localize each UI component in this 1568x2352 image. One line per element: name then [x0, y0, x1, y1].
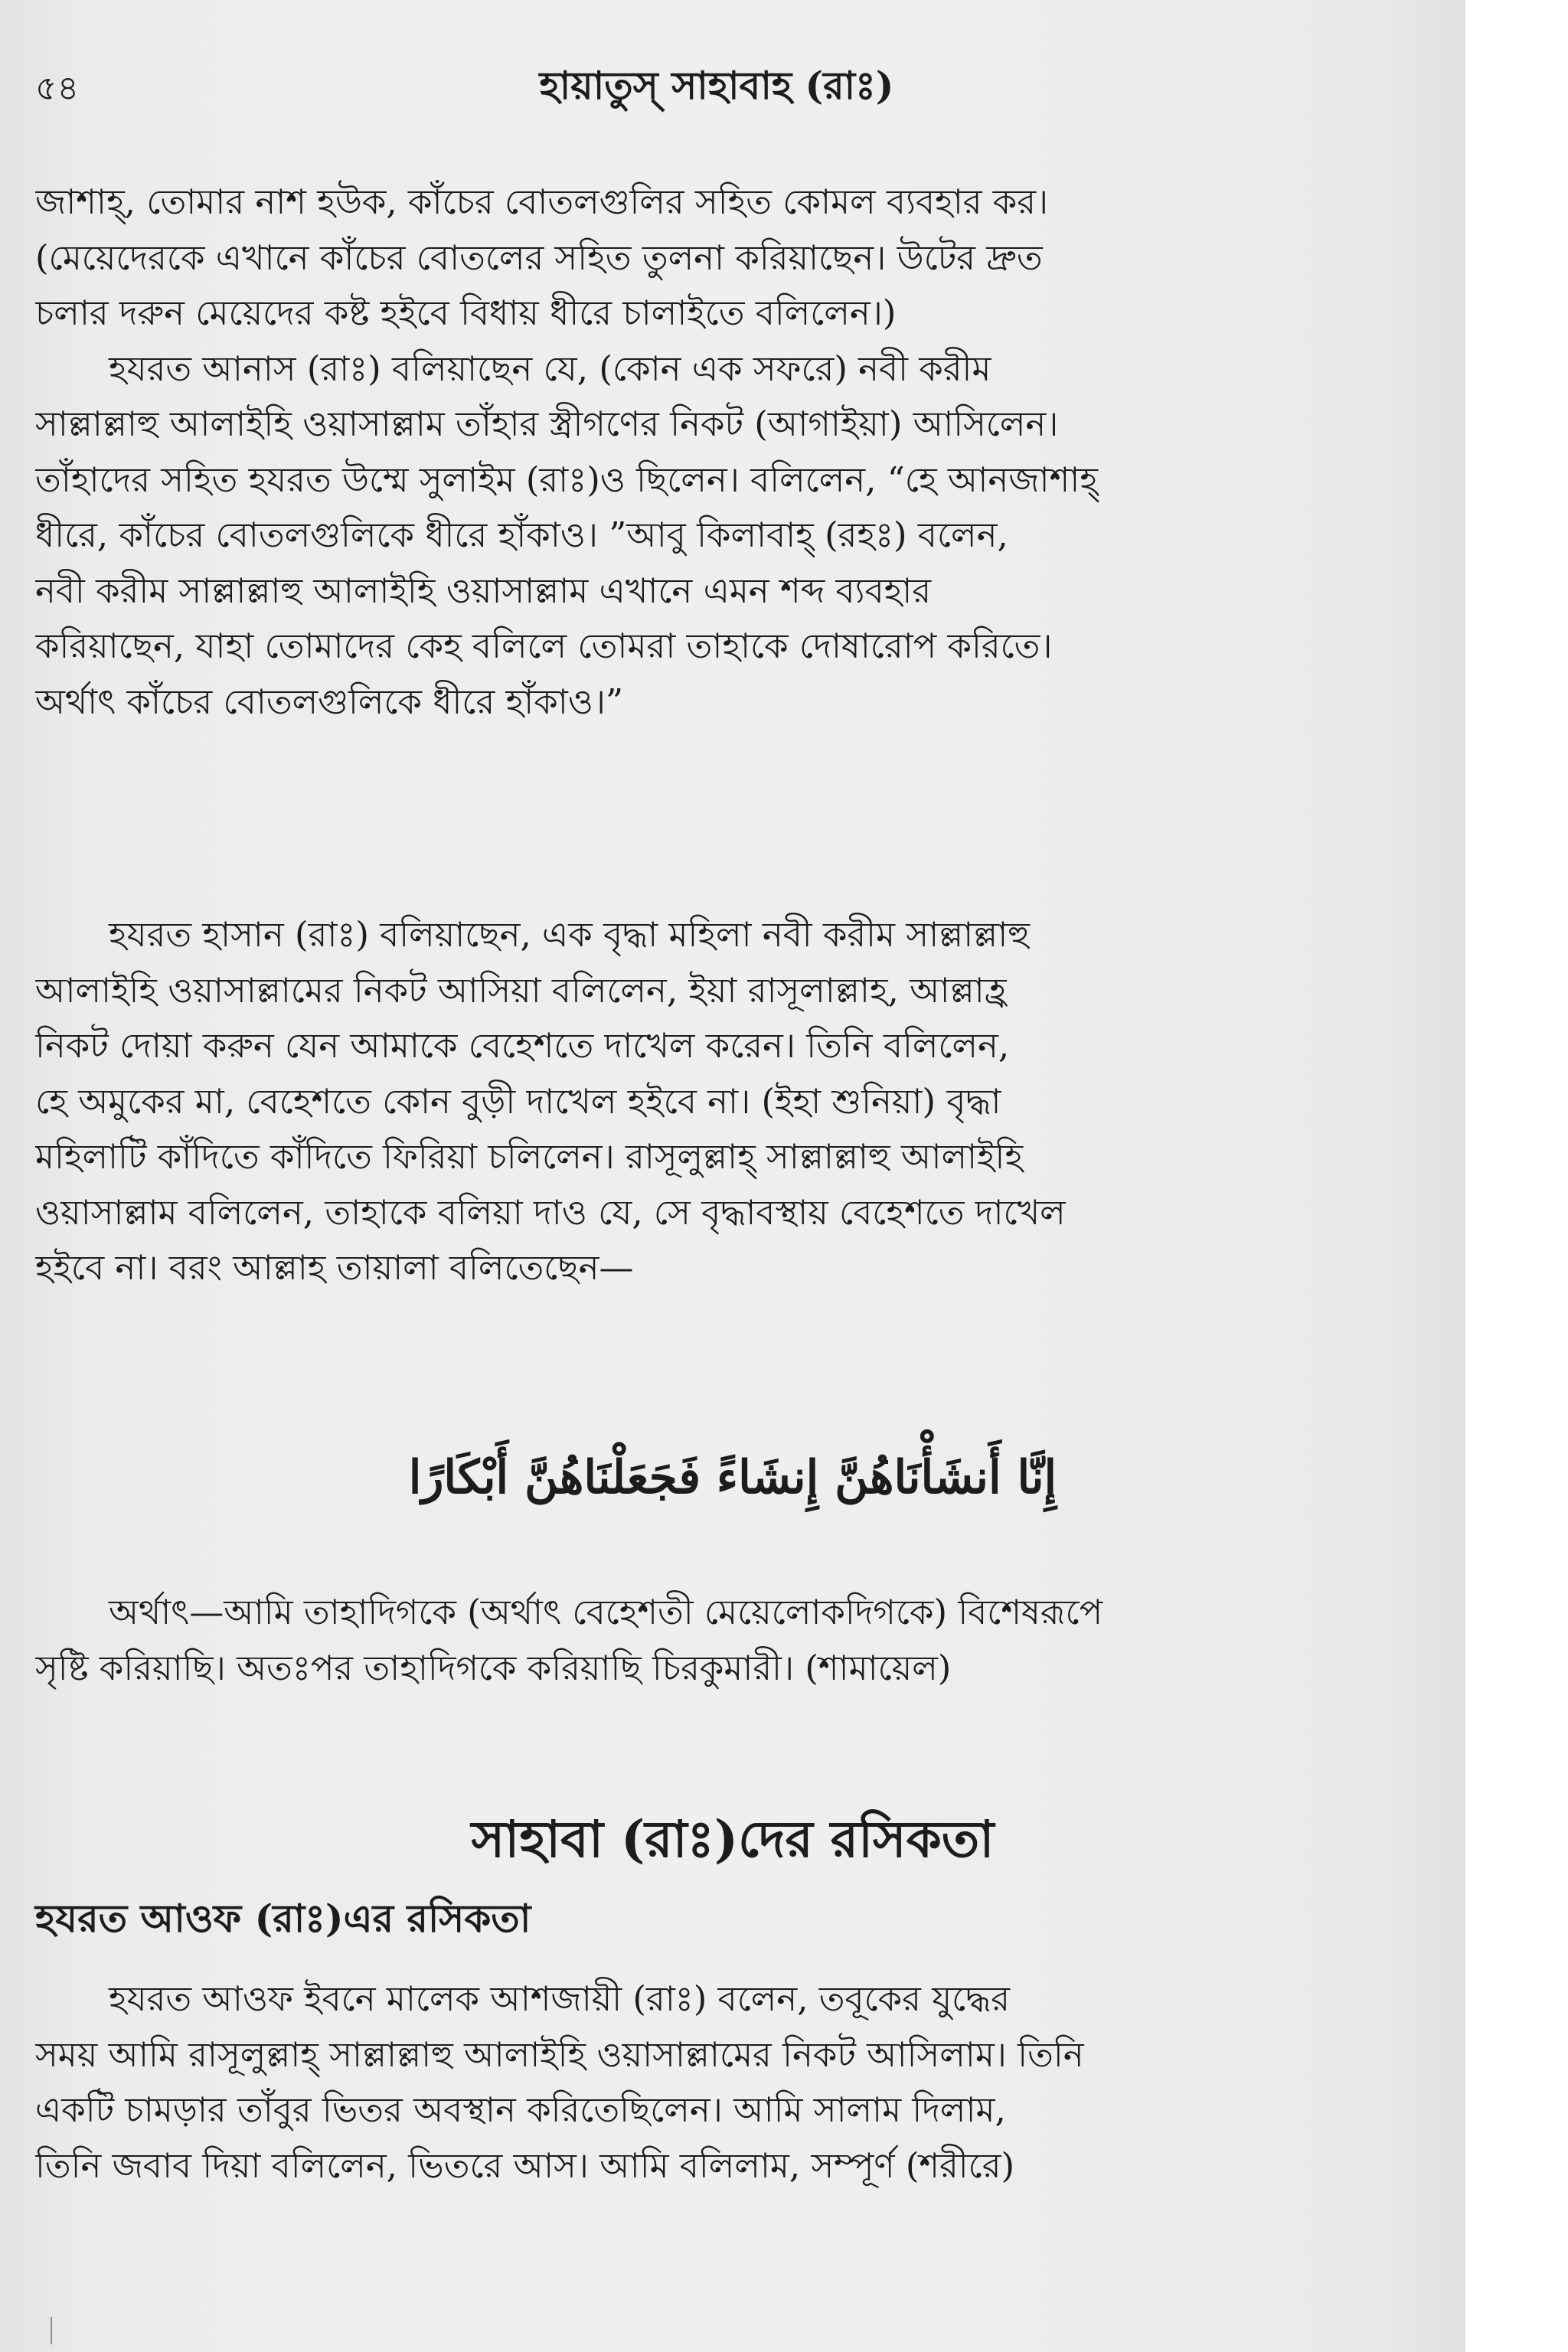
paragraph-group-4 [35, 1971, 1378, 2194]
text-line: করিয়াছেন, যাহা তোমাদের কেহ বলিলে তোমরা তাহাকে দোষারোপ করিতে। [35, 626, 1053, 666]
page-number: ৫৪ [35, 69, 80, 108]
text-line: চলার দরুন মেয়েদের কষ্ট হইবে বিধায় ধীরে চালাইতে বলিলেন।) [35, 292, 897, 333]
text-line: মহিলাটি কাঁদিতে কাঁদিতে ফিরিয়া চলিলেন। রাসূলুল্লাহ্ সাল্লাল্লাহু আলাইহি [35, 1136, 1023, 1177]
page-header [35, 61, 1398, 115]
translation-paragraph [35, 1585, 1378, 1696]
running-title: হায়াতুস্ সাহাবাহ (রাঃ) [539, 63, 894, 108]
text-line: হযরত হাসান (রাঃ) বলিয়াছেন, এক বৃদ্ধা মহিলা নবী করীম সাল্লাল্লাহু [109, 914, 1030, 955]
text-line: হযরত আওফ ইবনে মালেক আশজায়ী (রাঃ) বলেন, তবূকের যুদ্ধের [109, 1978, 1010, 2019]
scan-margin [1465, 0, 1568, 2352]
margin-mark [51, 2317, 52, 2344]
text-line: ধীরে, কাঁচের বোতলগুলিকে ধীরে হাঁকাও। ”আবু কিলাবাহ্ (রহঃ) বলেন, [35, 514, 1008, 555]
section-heading: সাহাবা (রাঃ)দের রসিকতা [471, 1809, 995, 1869]
paragraph-group-2 [35, 907, 1378, 1296]
text-line: সৃষ্টি করিয়াছি। অতঃপর তাহাদিগকে করিয়াছি চিরকুমারী। (শামায়েল) [35, 1647, 952, 1688]
text-line: নিকট দোয়া করুন যেন আমাকে বেহেশতে দাখেল করেন। তিনি বলিলেন, [35, 1025, 1010, 1066]
text-line: আলাইহি ওয়াসাল্লামের নিকট আসিয়া বলিলেন, ইয়া রাসূলাল্লাহ, আল্লাহ্র [35, 969, 1007, 1011]
text-line: নবী করীম সাল্লাল্লাহু আলাইহি ওয়াসাল্লাম এখানে এমন শব্দ ব্যবহার [35, 570, 932, 611]
text-line: অর্থাৎ কাঁচের বোতলগুলিকে ধীরে হাঁকাও।” [35, 681, 623, 722]
arabic-verse: إِنَّا أَنشَأْنَاهُنَّ إِنشَاءً فَجَعَلْنَاهُنَّ أَبْكَارًا [408, 1451, 1057, 1504]
text-line: হযরত আনাস (রাঃ) বলিয়াছেন যে, (কোন এক সফরে) নবী করীম [109, 348, 991, 389]
text-line: হইবে না। বরং আল্লাহ তায়ালা বলিতেছেন— [35, 1247, 634, 1288]
text-line: সাল্লাল্লাহু আলাইহি ওয়াসাল্লাম তাঁহার স্ত্রীগণের নিকট (আগাইয়া) আসিলেন। [35, 403, 1059, 444]
paragraph-group-1 [35, 175, 1378, 730]
text-line: অর্থাৎ—আমি তাহাদিগকে (অর্থাৎ বেহেশতী মেয়েলোকদিগকে) বিশেষরূপে [109, 1592, 1103, 1632]
text-line: সময় আমি রাসূলুল্লাহ্ সাল্লাল্লাহু আলাইহি ওয়াসাল্লামের নিকট আসিলাম। তিনি [35, 2034, 1084, 2075]
text-line: তাঁহাদের সহিত হযরত উম্মে সুলাইম (রাঃ)ও ছিলেন। বলিলেন, “হে আনজাশাহ্ [35, 459, 1098, 500]
text-line: জাশাহ্, তোমার নাশ হউক, কাঁচের বোতলগুলির সহিত কোমল ব্যবহার কর। [35, 181, 1049, 222]
text-line: ওয়াসাল্লাম বলিলেন, তাহাকে বলিয়া দাও যে, সে বৃদ্ধাবস্থায় বেহেশতে দাখেল [35, 1191, 1066, 1233]
text-line: হে অমুকের মা, বেহেশতে কোন বুড়ী দাখেল হইবে না। (ইহা শুনিয়া) বৃদ্ধা [35, 1080, 1001, 1122]
text-line: একটি চামড়ার তাঁবুর ভিতর অবস্থান করিতেছিলেন। আমি সালাম দিলাম, [35, 2089, 1006, 2130]
text-line: তিনি জবাব দিয়া বলিলেন, ভিতরে আস। আমি বলিলাম, সম্পূর্ণ (শরীরে) [35, 2145, 1015, 2186]
text-line: (মেয়েদেরকে এখানে কাঁচের বোতলের সহিত তুলনা করিয়াছেন। উটের দ্রুত [35, 237, 1043, 278]
sub-heading: হযরত আওফ (রাঃ)এর রসিকতা [35, 1896, 531, 1941]
